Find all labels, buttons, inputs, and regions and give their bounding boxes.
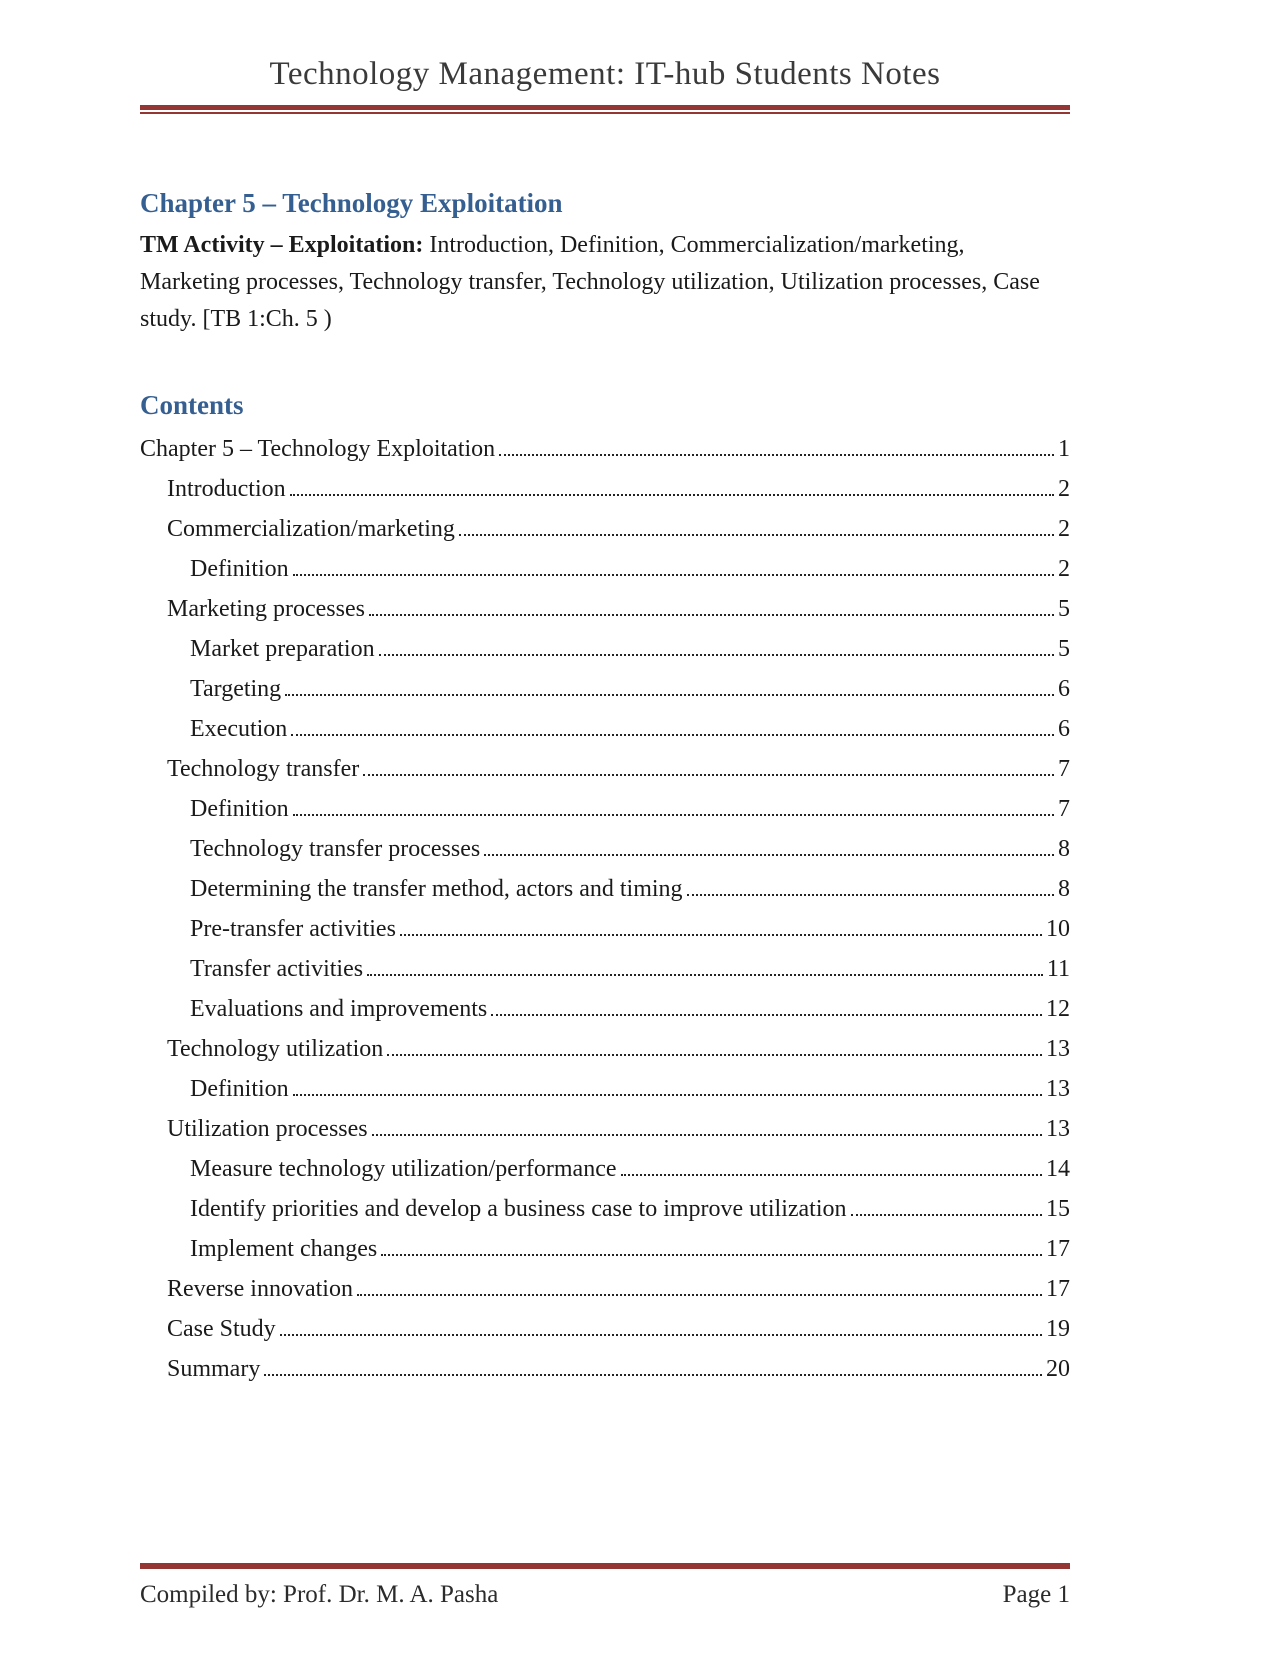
toc-entry-page: 11 xyxy=(1046,956,1070,982)
toc-entry-page: 5 xyxy=(1058,636,1070,662)
toc-entry-page: 2 xyxy=(1058,476,1070,502)
toc-entry-page: 15 xyxy=(1046,1196,1070,1222)
toc-entry[interactable] xyxy=(140,951,1070,991)
chapter-heading: Chapter 5 – Technology Exploitation xyxy=(140,188,563,218)
toc-dot-leader xyxy=(293,1094,1042,1096)
toc-entry-label: Technology transfer processes xyxy=(190,836,481,862)
toc-entry[interactable] xyxy=(140,1351,1070,1391)
toc-entry-label: Definition xyxy=(190,796,289,822)
toc-entry-label: Summary xyxy=(167,1356,261,1382)
toc-entry-page: 17 xyxy=(1046,1236,1070,1262)
toc-entry[interactable] xyxy=(140,471,1070,511)
footer-rule xyxy=(140,1563,1070,1569)
toc-dot-leader xyxy=(290,494,1054,496)
toc-entry-label: Implement changes xyxy=(190,1236,378,1262)
toc-entry-label: Transfer activities xyxy=(190,956,364,982)
toc-entry-label: Determining the transfer method, actors and timing xyxy=(190,876,683,902)
toc-dot-leader xyxy=(291,734,1054,736)
toc-entry-label: Definition xyxy=(190,556,289,582)
toc-entry-label: Chapter 5 – Technology Exploitation xyxy=(140,436,496,462)
toc-entry-label: Case Study xyxy=(167,1316,276,1342)
toc-dot-leader xyxy=(381,1254,1042,1256)
toc-dot-leader xyxy=(387,1054,1042,1056)
toc-entry[interactable] xyxy=(140,991,1070,1031)
header-rule-thin xyxy=(140,112,1070,114)
toc-entry[interactable] xyxy=(140,711,1070,751)
toc-entry[interactable] xyxy=(140,1151,1070,1191)
contents-heading: Contents xyxy=(140,390,244,420)
toc-entry[interactable] xyxy=(140,431,1070,471)
toc-dot-leader xyxy=(285,694,1054,696)
toc-dot-leader xyxy=(851,1214,1043,1216)
toc-dot-leader xyxy=(379,654,1054,656)
toc-entry[interactable] xyxy=(140,511,1070,551)
footer-compiled-by: Compiled by: Prof. Dr. M. A. Pasha xyxy=(140,1581,499,1608)
toc-entry-page: 13 xyxy=(1046,1036,1070,1062)
toc-dot-leader xyxy=(367,974,1043,976)
toc-entry[interactable] xyxy=(140,1311,1070,1351)
toc-entry-page: 7 xyxy=(1058,756,1070,782)
toc-entry-page: 13 xyxy=(1046,1116,1070,1142)
toc-dot-leader xyxy=(484,854,1054,856)
toc-entry-page: 19 xyxy=(1046,1316,1070,1342)
toc-entry[interactable] xyxy=(140,751,1070,791)
toc-dot-leader xyxy=(372,1134,1042,1136)
toc-entry-label: Execution xyxy=(190,716,288,742)
toc-entry-label: Commercialization/marketing xyxy=(167,516,455,542)
toc-entry-page: 8 xyxy=(1058,836,1070,862)
toc-entry-label: Evaluations and improvements xyxy=(190,996,488,1022)
toc-entry-page: 5 xyxy=(1058,596,1070,622)
toc-dot-leader xyxy=(491,1014,1042,1016)
toc-entry-page: 2 xyxy=(1058,556,1070,582)
toc-dot-leader xyxy=(621,1174,1042,1176)
toc-entry[interactable] xyxy=(140,871,1070,911)
toc-entry-label: Definition xyxy=(190,1076,289,1102)
header-rule-thick xyxy=(140,105,1070,110)
toc-dot-leader xyxy=(459,534,1054,536)
toc-entry[interactable] xyxy=(140,671,1070,711)
toc-entry-page: 6 xyxy=(1058,676,1070,702)
toc-entry-label: Pre-transfer activities xyxy=(190,916,396,942)
toc-dot-leader xyxy=(400,934,1042,936)
toc-entry-page: 1 xyxy=(1058,436,1070,462)
toc-entry-label: Reverse innovation xyxy=(167,1276,353,1302)
toc-entry[interactable] xyxy=(140,591,1070,631)
toc-dot-leader xyxy=(280,1334,1042,1336)
toc-entry[interactable] xyxy=(140,791,1070,831)
toc-entry-page: 2 xyxy=(1058,516,1070,542)
toc-entry[interactable] xyxy=(140,551,1070,591)
toc-dot-leader xyxy=(363,774,1054,776)
toc-entry[interactable] xyxy=(140,831,1070,871)
document-title: Technology Management: IT-hub Students Notes xyxy=(269,56,941,92)
toc-entry-label: Technology utilization xyxy=(167,1036,384,1062)
chapter-intro-text: Introduction, Definition, Commercialization/marketing, Marketing processes, Technology transfer, Technology utilization, Utilization processes, Case study. [TB 1:Ch. 5 ) xyxy=(140,232,1040,332)
toc-entry-page: 17 xyxy=(1046,1276,1070,1302)
page-footer xyxy=(140,1563,1070,1609)
toc-entry-label: Targeting xyxy=(190,676,282,702)
chapter-intro-lead: TM Activity – Exploitation: xyxy=(140,232,424,258)
toc-entry[interactable] xyxy=(140,1111,1070,1151)
toc-entry-label: Marketing processes xyxy=(167,596,365,622)
toc-entry-page: 14 xyxy=(1046,1156,1070,1182)
footer-page-number: Page 1 xyxy=(1002,1581,1070,1608)
table-of-contents xyxy=(140,431,1070,1391)
toc-entry-label: Measure technology utilization/performance xyxy=(190,1156,617,1182)
toc-dot-leader xyxy=(293,574,1054,576)
toc-entry[interactable] xyxy=(140,1271,1070,1311)
toc-entry-page: 7 xyxy=(1058,796,1070,822)
toc-dot-leader xyxy=(357,1294,1042,1296)
toc-entry-page: 12 xyxy=(1046,996,1070,1022)
toc-entry-page: 8 xyxy=(1058,876,1070,902)
toc-dot-leader xyxy=(687,894,1054,896)
chapter-intro-paragraph xyxy=(140,227,1070,338)
toc-dot-leader xyxy=(264,1374,1042,1376)
footer-row xyxy=(140,1581,1070,1609)
toc-dot-leader xyxy=(499,454,1054,456)
toc-entry[interactable] xyxy=(140,911,1070,951)
toc-dot-leader xyxy=(293,814,1054,816)
toc-dot-leader xyxy=(369,614,1054,616)
toc-entry-page: 20 xyxy=(1046,1356,1070,1382)
toc-entry-label: Technology transfer xyxy=(167,756,360,782)
toc-entry[interactable] xyxy=(140,1231,1070,1271)
toc-entry[interactable] xyxy=(140,1071,1070,1111)
toc-entry-label: Identify priorities and develop a business case to improve utilization xyxy=(190,1196,847,1222)
toc-entry[interactable] xyxy=(140,1191,1070,1231)
toc-entry-page: 13 xyxy=(1046,1076,1070,1102)
toc-entry[interactable] xyxy=(140,631,1070,671)
toc-entry[interactable] xyxy=(140,1031,1070,1071)
toc-entry-page: 10 xyxy=(1046,916,1070,942)
toc-entry-label: Utilization processes xyxy=(167,1116,368,1142)
toc-entry-label: Introduction xyxy=(167,476,286,502)
toc-entry-label: Market preparation xyxy=(190,636,375,662)
header-rule xyxy=(140,105,1070,114)
toc-entry-page: 6 xyxy=(1058,716,1070,742)
